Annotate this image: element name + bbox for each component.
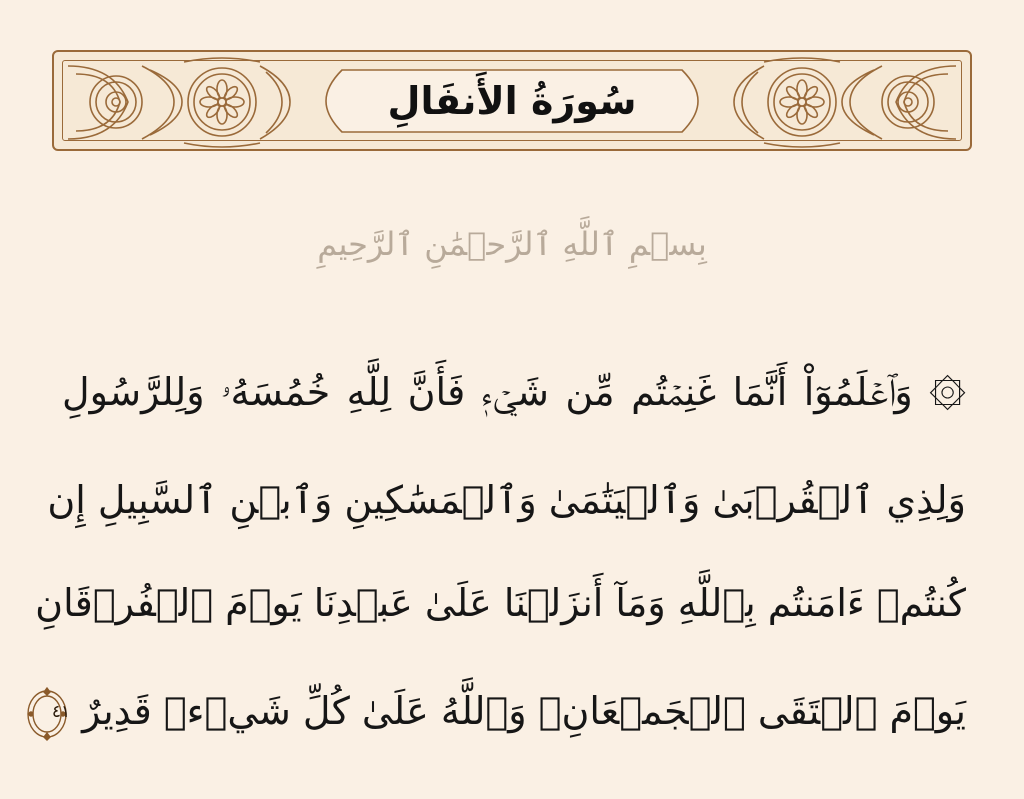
surah-title: سُورَةُ الأَنفَالِ: [387, 79, 637, 123]
title-cartouche: [322, 66, 702, 136]
verse-line-4-text: يَوۡمَ ٱلۡتَقَى ٱلۡجَمۡعَانِۗ وَٱللَّهُ عَلَىٰ كُلِّ شَيۡءٖ قَدِيرٌ: [82, 689, 966, 733]
verse-line-1: ۞ وَٱعۡلَمُوٓاْ أَنَّمَا غَنِمۡتُم مِّن شَيۡءٖ فَأَنَّ لِلَّهِ خُمُسَهُۥ وَلِلرَّسُولِ: [62, 370, 966, 414]
ayah-number: ٤١: [51, 701, 71, 722]
left-ornament-icon: [54, 52, 304, 153]
right-ornament-icon: [720, 52, 970, 153]
ayah-marker: [24, 686, 70, 742]
verse-line-4: [51, 671, 966, 751]
verse-line-3: كُنتُمۡ ءَامَنتُم بِٱللَّهِ وَمَآ أَنزَلۡنَا عَلَىٰ عَبۡدِنَا يَوۡمَ ٱلۡفُرۡقَانِ: [35, 581, 966, 625]
surah-header: [52, 50, 972, 151]
verse-line-2: وَلِذِي ٱلۡقُرۡبَىٰ وَٱلۡيَتَٰمَىٰ وَٱلۡمَسَٰكِينِ وَٱبۡنِ ٱلسَّبِيلِ إِن: [47, 478, 966, 522]
basmala: بِسۡمِ ٱللَّهِ ٱلرَّحۡمَٰنِ ٱلرَّحِيمِ: [317, 225, 707, 263]
